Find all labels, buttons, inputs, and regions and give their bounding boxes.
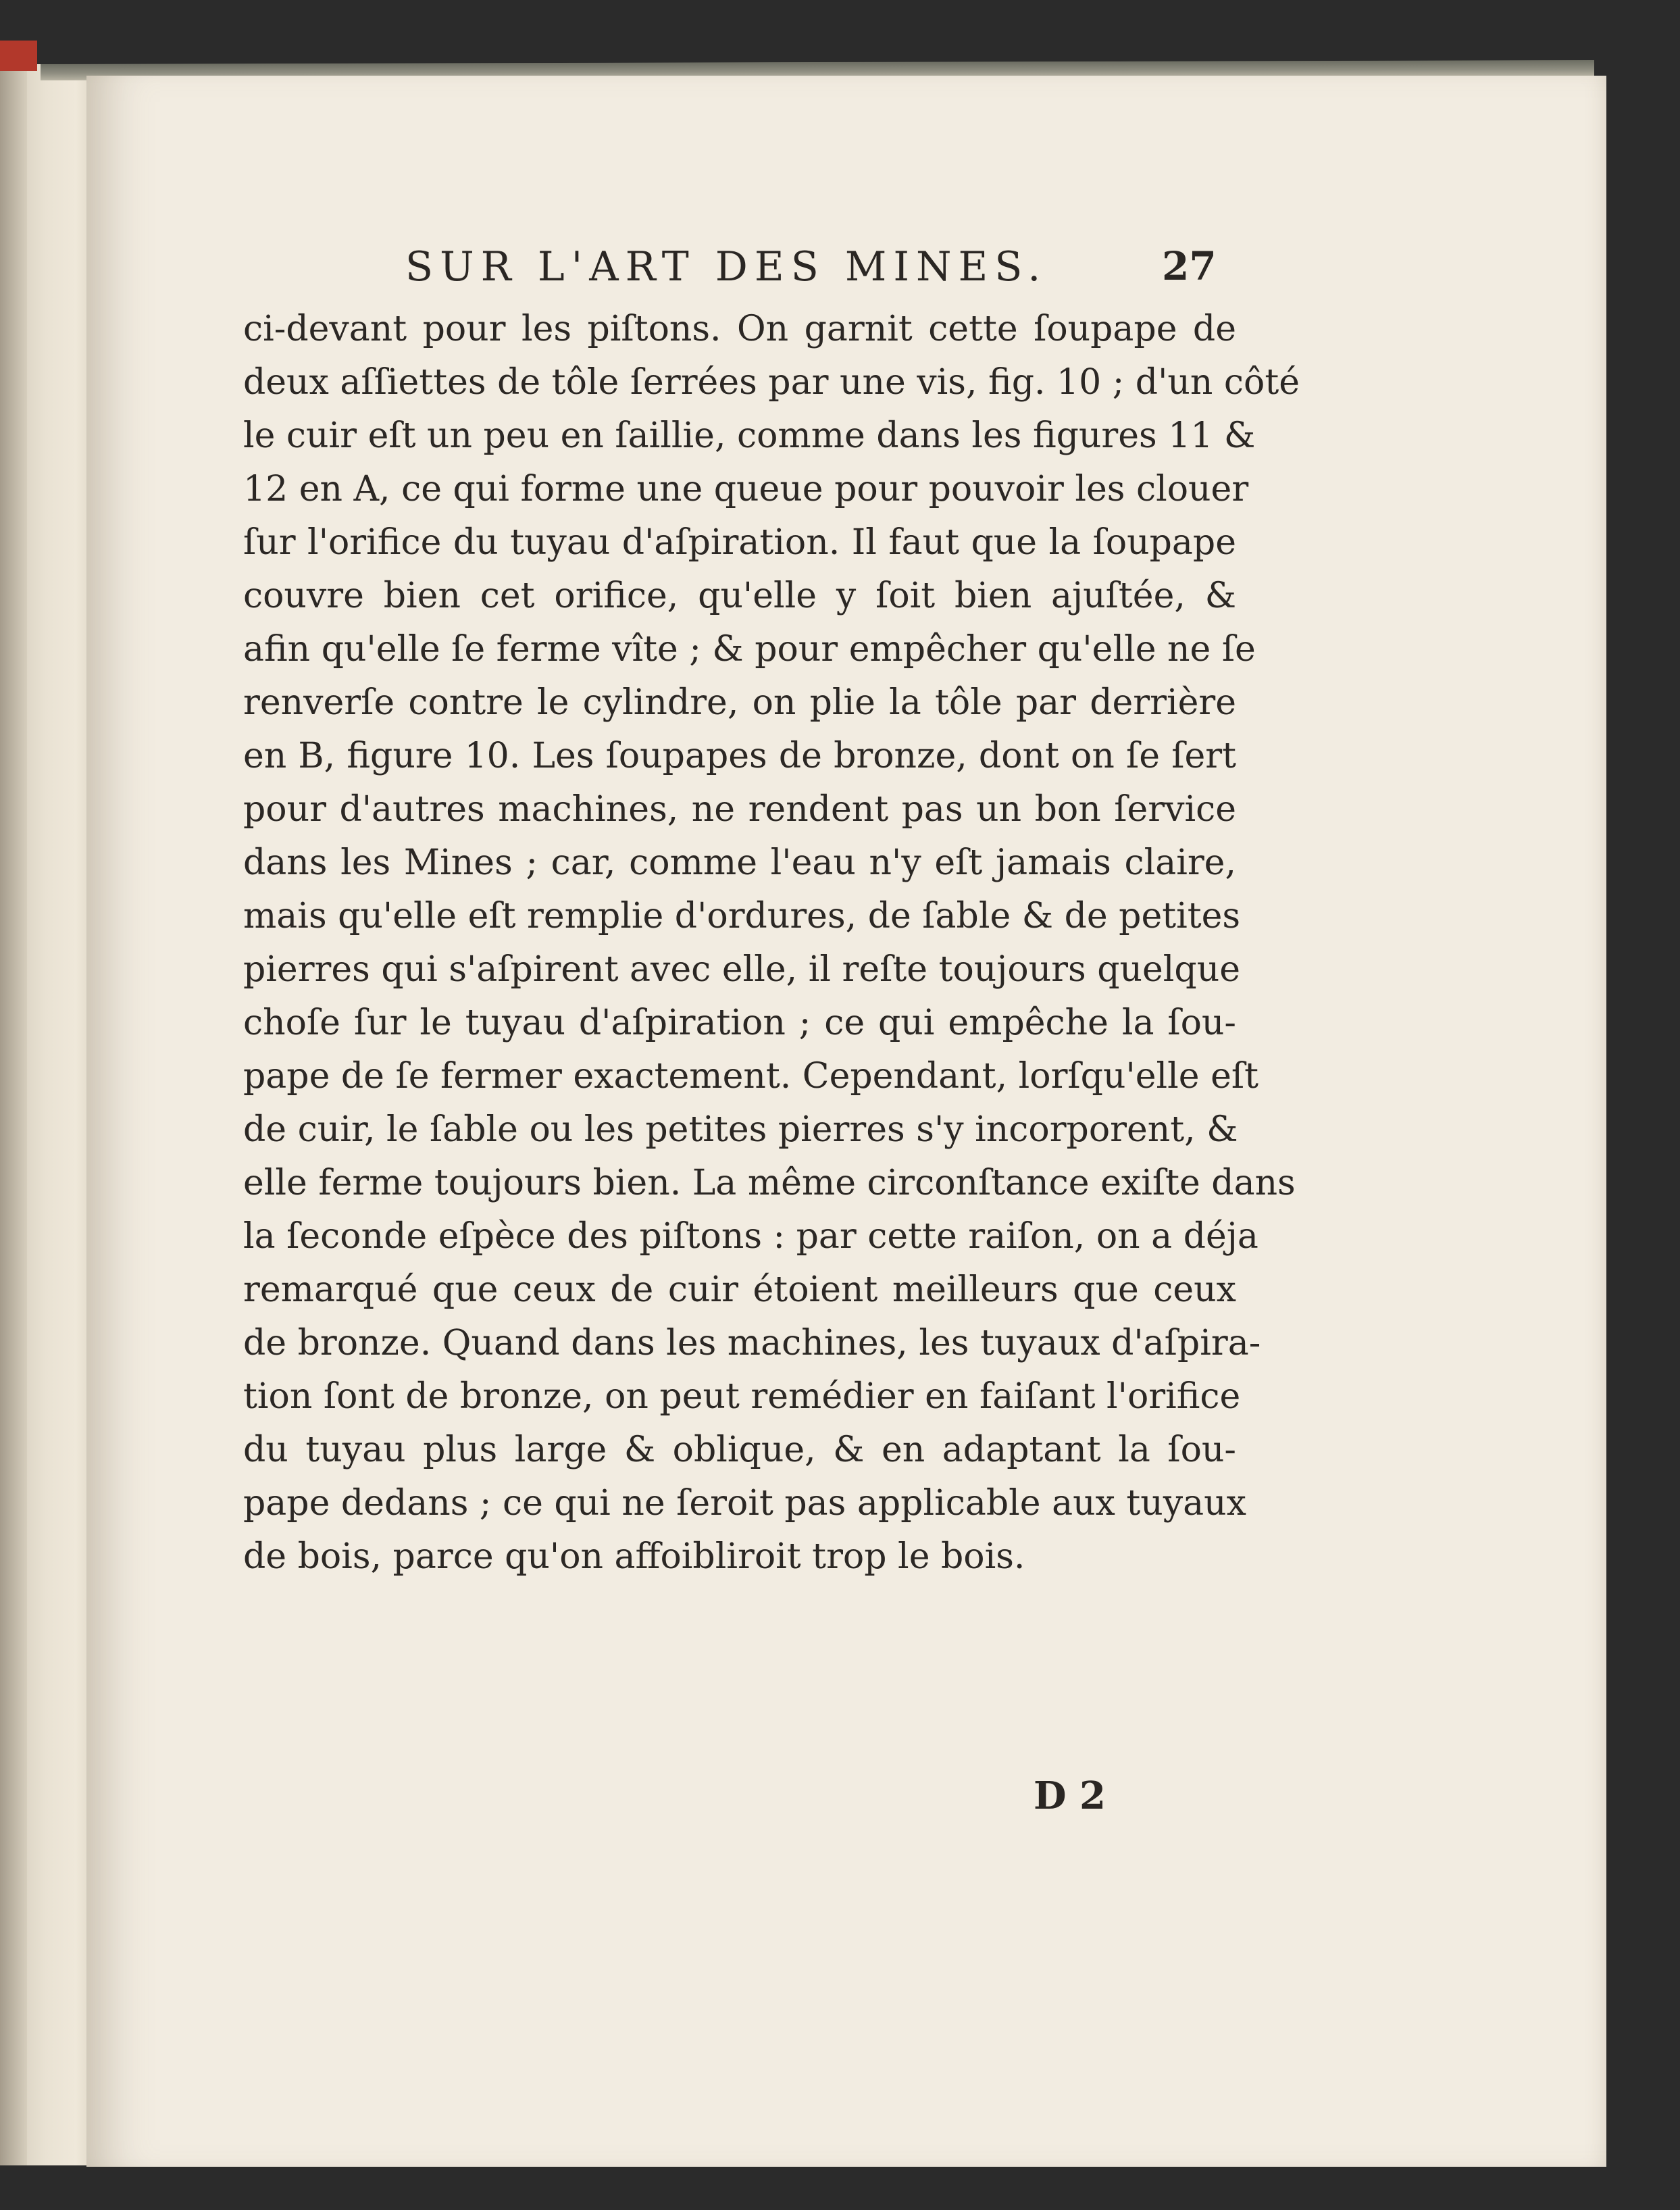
text-line: en B, figure 10. Les ſoupapes de bronze, dont on ſe ſert — [243, 736, 1236, 776]
text-line: afin qu'elle ſe ferme vîte ; & pour empêcher qu'elle ne ſe — [243, 629, 1256, 670]
text-line: couvre bien cet orifice, qu'elle y ſoit bien ajuſtée, & — [243, 576, 1236, 616]
body-text — [243, 303, 1300, 1584]
text-line: pape dedans ; ce qui ne ſeroit pas applicable aux tuyaux — [243, 1483, 1246, 1524]
text-line: choſe ſur le tuyau d'aſpiration ; ce qui empêche la ſou- — [243, 1003, 1236, 1043]
text-line: remarqué que ceux de cuir étoient meilleurs que ceux — [243, 1270, 1236, 1310]
text-line: tion ſont de bronze, on peut remédier en faiſant l'orifice — [243, 1376, 1241, 1417]
text-line: le cuir eſt un peu en ſaillie, comme dans les figures 11 & — [243, 416, 1256, 456]
text-line: mais qu'elle eſt remplie d'ordures, de ſable & de petites — [243, 896, 1241, 936]
text-line: de cuir, le ſable ou les petites pierres s'y incorporent, & — [243, 1109, 1238, 1150]
text-line: elle ferme toujours bien. La même circonſtance exiſte dans — [243, 1163, 1296, 1203]
red-page-edge — [0, 41, 37, 71]
text-line: renverſe contre le cylindre, on plie la tôle par derrière — [243, 682, 1236, 723]
text-line: 12 en A, ce qui forme une queue pour pouvoir les clouer — [243, 469, 1249, 509]
text-line: de bronze. Quand dans les machines, les tuyaux d'aſpira- — [243, 1323, 1261, 1363]
text-line: du tuyau plus large & oblique, & en adaptant la ſou- — [243, 1430, 1236, 1470]
signature-mark: D 2 — [1034, 1774, 1106, 1818]
book-spine-shadow — [0, 64, 27, 2165]
text-line: la ſeconde eſpèce des piſtons : par cette raiſon, on a déja — [243, 1216, 1258, 1257]
text-line: ſur l'orifice du tuyau d'aſpiration. Il faut que la ſoupape — [243, 522, 1236, 563]
text-line: pour d'autres machines, ne rendent pas un bon ſervice — [243, 789, 1236, 830]
text-line: deux aſſiettes de tôle ſerrées par une vis, fig. 10 ; d'un côté — [243, 362, 1300, 403]
text-line: dans les Mines ; car, comme l'eau n'y eſt jamais claire, — [243, 843, 1236, 883]
text-line: ci-devant pour les piſtons. On garnit cette ſoupape de — [243, 309, 1236, 349]
text-line: pierres qui s'aſpirent avec elle, il reſte toujours quelque — [243, 949, 1240, 990]
text-line-last: de bois, parce qu'on affoibliroit trop le bois. — [243, 1536, 1025, 1577]
running-title: SUR L'ART DES MINES. — [405, 243, 1048, 291]
text-line: pape de ſe fermer exactement. Cependant, lorſqu'elle eſt — [243, 1056, 1258, 1097]
page-number: 27 — [1162, 243, 1217, 289]
